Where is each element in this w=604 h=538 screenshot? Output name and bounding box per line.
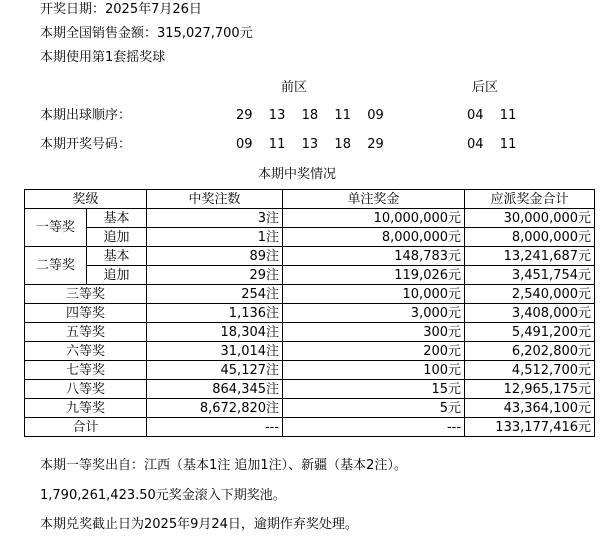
front-zone-label: 前区 (281, 80, 308, 95)
jackpot-rollover: 1,790,261,423.50元奖金滚入下期奖池。 (40, 488, 286, 503)
count-cell: 18,304注 (147, 323, 283, 342)
count-cell: 1,136注 (147, 304, 283, 323)
total-cell: 30,000,000元 (465, 209, 595, 228)
total-cell: 2,540,000元 (465, 285, 595, 304)
back-zone-label: 后区 (472, 80, 499, 95)
prize-cell: 200元 (283, 342, 465, 361)
table-row (25, 380, 595, 399)
header-total: 应派奖金合计 (465, 190, 595, 209)
table-row-total (25, 418, 595, 437)
level-cell: 五等奖 (25, 323, 147, 342)
total-sales: 本期全国销售金额：315,027,700元 (40, 26, 253, 41)
header-level: 奖级 (25, 190, 147, 209)
table-row (25, 228, 595, 247)
level-cell: 合计 (25, 418, 147, 437)
winning-numbers-front: 09 11 13 18 29 (236, 137, 384, 152)
draw-order-front: 29 13 18 11 09 (236, 108, 384, 123)
prize-table (24, 189, 595, 437)
table-row (25, 323, 595, 342)
claim-deadline: 本期兑奖截止日为2025年9月24日，逾期作弃奖处理。 (40, 517, 358, 532)
table-title: 本期中奖情况 (258, 167, 337, 182)
table-row (25, 361, 595, 380)
table-row (25, 209, 595, 228)
count-cell: 31,014注 (147, 342, 283, 361)
total-cell: 133,177,416元 (465, 418, 595, 437)
draw-order-label: 本期出球顺序： (40, 108, 132, 123)
sub-level-cell: 基本 (87, 247, 147, 266)
sub-level-cell: 追加 (87, 228, 147, 247)
header-count: 中奖注数 (147, 190, 283, 209)
table-row (25, 342, 595, 361)
prize-cell: 100元 (283, 361, 465, 380)
table-header-row (25, 190, 595, 209)
total-cell: 13,241,687元 (465, 247, 595, 266)
prize-cell: --- (283, 418, 465, 437)
prize-cell: 119,026元 (283, 266, 465, 285)
total-cell: 3,451,754元 (465, 266, 595, 285)
ball-set: 本期使用第1套摇奖球 (40, 50, 166, 65)
total-cell: 43,364,100元 (465, 399, 595, 418)
level-cell: 二等奖 (25, 247, 87, 285)
prize-cell: 8,000,000元 (283, 228, 465, 247)
prize-cell: 148,783元 (283, 247, 465, 266)
prize-cell: 3,000元 (283, 304, 465, 323)
level-cell: 七等奖 (25, 361, 147, 380)
winning-numbers-label: 本期开奖号码： (40, 137, 132, 152)
prize-cell: 300元 (283, 323, 465, 342)
level-cell: 九等奖 (25, 399, 147, 418)
count-cell: 45,127注 (147, 361, 283, 380)
count-cell: 29注 (147, 266, 283, 285)
header-prize: 单注奖金 (283, 190, 465, 209)
table-row (25, 399, 595, 418)
total-cell: 5,491,200元 (465, 323, 595, 342)
draw-order-back: 04 11 (467, 108, 517, 123)
total-cell: 6,202,800元 (465, 342, 595, 361)
winning-numbers-back: 04 11 (467, 137, 517, 152)
total-cell: 8,000,000元 (465, 228, 595, 247)
count-cell: 254注 (147, 285, 283, 304)
level-cell: 三等奖 (25, 285, 147, 304)
count-cell: --- (147, 418, 283, 437)
table-row (25, 266, 595, 285)
table-row (25, 285, 595, 304)
total-cell: 12,965,175元 (465, 380, 595, 399)
count-cell: 3注 (147, 209, 283, 228)
total-cell: 3,408,000元 (465, 304, 595, 323)
count-cell: 864,345注 (147, 380, 283, 399)
count-cell: 1注 (147, 228, 283, 247)
level-cell: 八等奖 (25, 380, 147, 399)
sub-level-cell: 基本 (87, 209, 147, 228)
count-cell: 89注 (147, 247, 283, 266)
prize-cell: 10,000,000元 (283, 209, 465, 228)
first-prize-origin: 本期一等奖出自：江西（基本1注 追加1注）、新疆（基本2注）。 (40, 458, 407, 473)
sub-level-cell: 追加 (87, 266, 147, 285)
prize-cell: 10,000元 (283, 285, 465, 304)
prize-cell: 5元 (283, 399, 465, 418)
table-row (25, 247, 595, 266)
level-cell: 六等奖 (25, 342, 147, 361)
total-cell: 4,512,700元 (465, 361, 595, 380)
prize-cell: 15元 (283, 380, 465, 399)
count-cell: 8,672,820注 (147, 399, 283, 418)
level-cell: 一等奖 (25, 209, 87, 247)
level-cell: 四等奖 (25, 304, 147, 323)
draw-date: 开奖日期：2025年7月26日 (40, 2, 202, 17)
table-row (25, 304, 595, 323)
